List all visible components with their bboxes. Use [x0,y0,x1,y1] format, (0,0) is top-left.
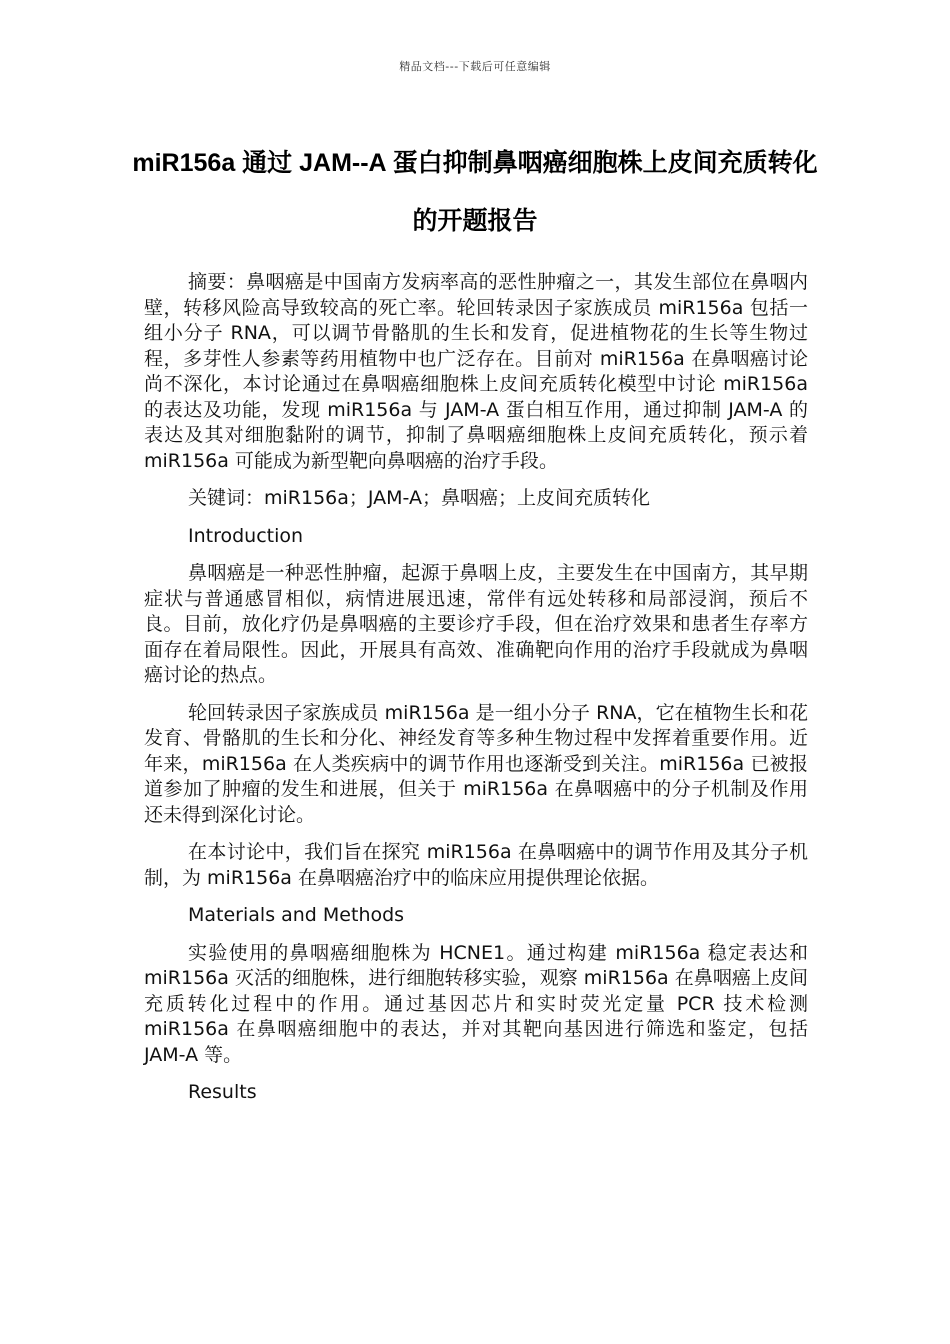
document-body [144,270,808,1118]
introduction-paragraph-2: 轮回转录因子家族成员 miR156a 是一组小分子 RNA，它在植物生长和花发育、骨骼肌的生长和分化、神经发育等多种生物过程中发挥着重要作用。近年来，miR156a 在人类疾病中的调节作用也逐渐受到关注。miR156a 已被报道参加了肿瘤的发生和进展，但关于 miR156a 在鼻咽癌中的分子机制及作用还未得到深化讨论。 [144,701,808,826]
methods-heading: Materials and Methods [188,904,405,926]
page-header-note: 精品文档---下载后可任意编辑 [399,60,551,73]
introduction-paragraph-1: 鼻咽癌是一种恶性肿瘤，起源于鼻咽上皮，主要发生在中国南方，其早期症状与普通感冒相似，病情进展迅速，常伴有远处转移和局部浸润，预后不良。目前，放化疗仍是鼻咽癌的主要诊疗手段，但在治疗效果和患者生存率方面存在着局限性。因此，开展具有高效、准确靶向作用的治疗手段就成为鼻咽癌讨论的热点。 [144,562,808,686]
introduction-paragraph-3: 在本讨论中，我们旨在探究 miR156a 在鼻咽癌中的调节作用及其分子机制，为 miR156a 在鼻咽癌治疗中的临床应用提供理论依据。 [144,841,808,889]
document-title: miR156a 通过 JAM--A 蛋白抑制鼻咽癌细胞株上皮间充质转化的开题报告 [132,149,818,235]
keywords-line: 关键词：miR156a；JAM-A；鼻咽癌；上皮间充质转化 [188,487,650,509]
results-heading: Results [188,1081,257,1103]
abstract-paragraph: 摘要：鼻咽癌是中国南方发病率高的恶性肿瘤之一，其发生部位在鼻咽内壁，转移风险高导致较高的死亡率。轮回转录因子家族成员 miR156a 包括一组小分子 RNA，可以调节骨骼肌的生长和发育，促进植物花的生长等生物过程，多芽性人参素等药用植物中也广泛存在。目前对 miR156a 在鼻咽癌讨论尚不深化，本讨论通过在鼻咽癌细胞株上皮间充质转化模型中讨论 miR156a 的表达及功能，发现 miR156a 与 JAM-A 蛋白相互作用，通过抑制 JAM-A 的表达及其对细胞黏附的调节，抑制了鼻咽癌细胞株上皮间充质转化，预示着 miR156a 可能成为新型靶向鼻咽癌的治疗手段。 [144,271,808,472]
introduction-heading: Introduction [188,524,304,547]
methods-paragraph-1: 实验使用的鼻咽癌细胞株为 HCNE1。通过构建 miR156a 稳定表达和 miR156a 灭活的细胞株，进行细胞转移实验，观察 miR156a 在鼻咽癌上皮间充质转化过程中的作用。通过基因芯片和实时荧光定量 PCR 技术检测 miR156a 在鼻咽癌细胞中的表达，并对其靶向基因进行筛选和鉴定，包括 JAM-A 等。 [144,941,808,1066]
